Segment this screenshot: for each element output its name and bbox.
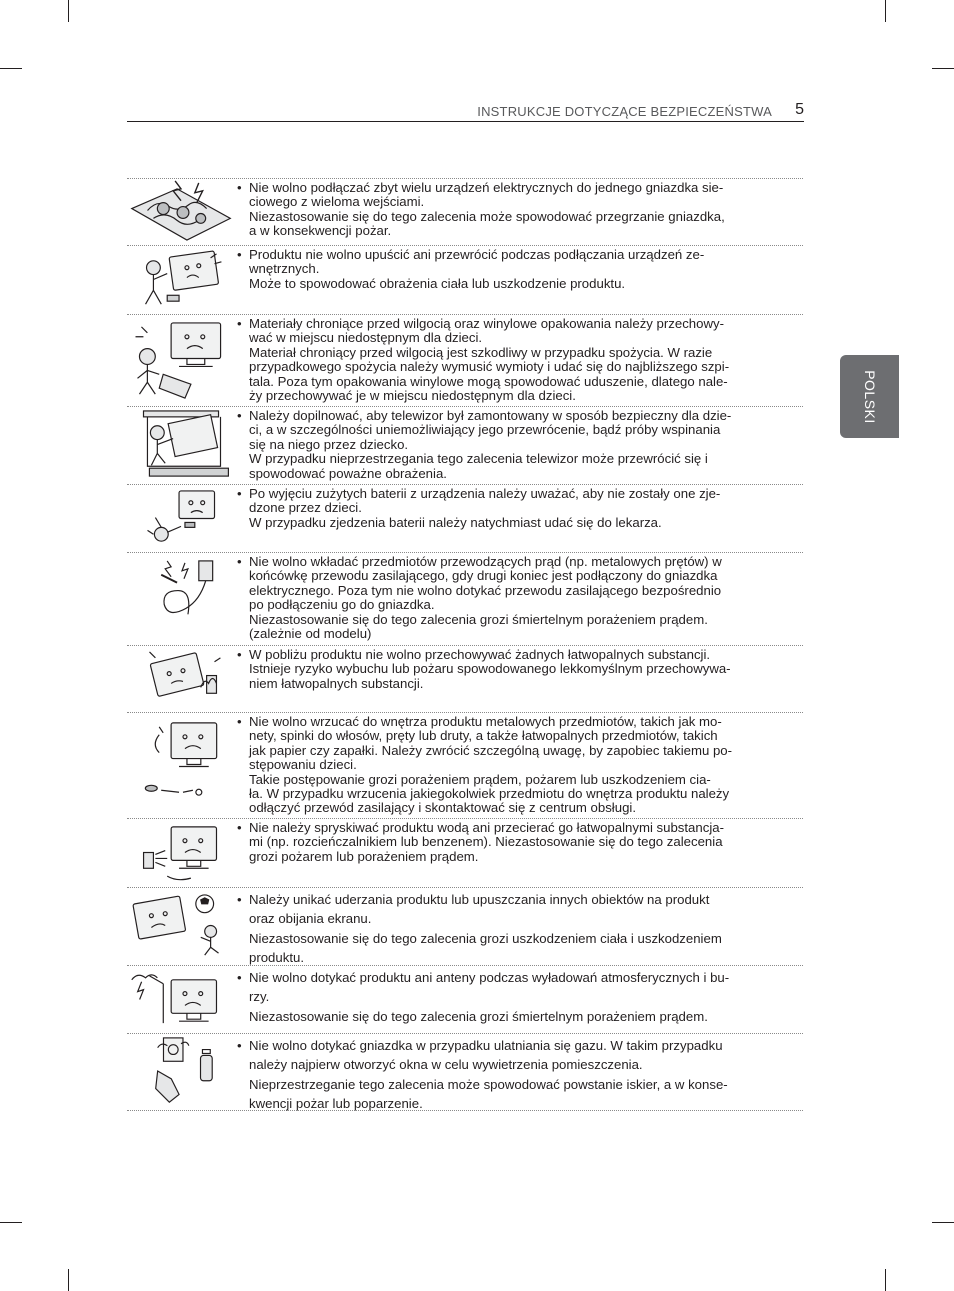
crop-mark	[885, 1269, 886, 1291]
item-text	[237, 408, 795, 481]
bullet: •	[237, 247, 242, 262]
spray-water-illustration	[127, 819, 237, 887]
crop-mark	[932, 68, 954, 69]
bullet: •	[237, 892, 242, 907]
power-cord-metal-illustration	[127, 553, 237, 645]
item-paragraph: W przypadku zjedzenia baterii należy natychmiast udać się do lekarza.	[249, 514, 662, 530]
item-paragraph: Niezastosowanie się do tego zalecenia grozi śmiertelnym porażeniem prądem.	[249, 1008, 708, 1024]
item-text	[237, 1036, 795, 1114]
child-battery-illustration	[127, 485, 237, 552]
safety-item	[127, 712, 803, 818]
bullet: •	[237, 1038, 242, 1053]
item-text	[237, 968, 795, 1026]
item-text	[237, 554, 795, 642]
item-paragraph: Materiały chroniące przed wilgocią oraz winylowe opakowania należy przechowy- wać w miejscu niedostępnym dla dzieci.	[249, 316, 724, 346]
item-paragraph: Nie wolno wrzucać do wnętrza produktu metalowych przedmiotów, takich jak mo- nety, spinki do włosów, pręty lub druty, a także łatwopalnych przedmiotów, takich jak papier czy zapałki. Należy zwrócić szczególną uwagę, by zapobiec takiemu po- stępowaniu dzieci.	[249, 714, 733, 773]
crop-mark	[68, 1269, 69, 1291]
crop-mark	[0, 1222, 22, 1223]
bullet: •	[237, 316, 242, 331]
gas-leak-socket-illustration	[127, 1034, 237, 1110]
crop-mark	[68, 0, 69, 22]
item-text	[237, 180, 795, 239]
item-text	[237, 890, 795, 968]
safety-item	[127, 818, 803, 887]
crop-mark	[0, 68, 22, 69]
item-paragraph: Nie wolno wkładać przedmiotów przewodzących prąd (np. metalowych prętów) w końcówkę przewodu zasilającego, gdy drugi koniec jest podłączony do gniazdka elektrycznego. Poza tym nie wolno dotykać przewodu zasilającego bezpośrednio po podłączeniu go do gniazdka.	[249, 554, 722, 613]
safety-item	[127, 645, 803, 712]
safety-item	[127, 887, 803, 965]
child-packaging-illustration	[127, 315, 237, 406]
item-paragraph: Nie należy spryskiwać produktu wodą ani przecierać go łatwopalnymi substancja- mi (np. rozcieńczalnikiem lub benzenem). Niezastosowanie się do tego zalecenia grozi pożarem lub porażeniem prądem.	[249, 820, 724, 864]
item-paragraph: Nieprzestrzeganie tego zalecenia może spowodować powstanie iskier, a w konse- kwencji pożar lub poparzenie.	[249, 1076, 728, 1112]
bullet: •	[237, 820, 242, 835]
item-text	[237, 647, 795, 691]
bullet: •	[237, 486, 242, 501]
language-tab-label: POLSKI	[861, 369, 878, 424]
bullet: •	[237, 647, 242, 662]
item-paragraph: Może to spowodować obrażenia ciała lub uszkodzenie produktu.	[249, 275, 626, 291]
safety-item	[127, 484, 803, 552]
item-paragraph: W przypadku nieprzestrzegania tego zalecenia telewizor może przewrócić się i spowodować poważne obrażenia.	[249, 451, 708, 481]
item-paragraph: Niezastosowanie się do tego zalecenia grozi uszkodzeniem ciała i uszkodzeniem produktu.	[249, 930, 722, 966]
crop-mark	[932, 1222, 954, 1223]
bullet: •	[237, 554, 242, 569]
item-paragraph: Produktu nie wolno upuścić ani przewrócić podczas podłączania urządzeń ze- wnętrznych.	[249, 247, 705, 277]
safety-item	[127, 245, 803, 314]
ball-impact-illustration	[127, 888, 237, 965]
item-paragraph: Nie wolno dotykać gniazdka w przypadku ulatniania się gazu. W takim przypadku należy najpierw otworzyć okna w celu wywietrzenia pomieszczenia.	[249, 1038, 723, 1073]
bullet: •	[237, 970, 242, 985]
crop-mark	[885, 0, 886, 22]
language-tab	[840, 355, 899, 438]
child-climbing-tv-illustration	[127, 407, 237, 484]
page-number: 5	[795, 101, 804, 118]
item-paragraph: Należy dopilnować, aby telewizor był zamontowany w sposób bezpieczny dla dzie- ci, a w szczególności uniemożliwiający jego przewrócenie, bądź próby wspinania się na niego przez dziecko.	[249, 408, 732, 452]
item-paragraph: W pobliżu produktu nie wolno przechowywać żadnych łatwopalnych substancji.	[249, 647, 711, 662]
item-paragraph: Nie wolno podłączać zbyt wielu urządzeń elektrycznych do jednego gniazdka sie- ciowego z wieloma wejściami.	[249, 180, 724, 210]
item-paragraph: Nie wolno dotykać produktu ani anteny podczas wyładowań atmosferycznych i bu- rzy.	[249, 970, 730, 1005]
safety-item	[127, 965, 803, 1033]
lightning-storm-illustration	[127, 966, 237, 1033]
dropping-tv-illustration	[127, 246, 237, 314]
bullet: •	[237, 714, 242, 729]
item-text	[237, 247, 795, 291]
item-paragraph: Istnieje ryzyko wybuchu lub pożaru spowodowanego lekkomyślnym przechowywa- niem łatwopalnych substancji.	[249, 661, 731, 691]
safety-item	[127, 552, 803, 645]
safety-item	[127, 314, 803, 406]
bullet: •	[237, 408, 242, 423]
item-paragraph: Należy unikać uderzania produktu lub upuszczania innych obiektów na produkt oraz obijania ekranu.	[249, 892, 710, 927]
item-paragraph: Niezastosowanie się do tego zalecenia grozi śmiertelnym porażeniem prądem. (zależnie od modelu)	[249, 611, 708, 642]
item-paragraph: Materiał chroniący przed wilgocią jest szkodliwy w przypadku spożycia. W razie przypadkowego spożycia należy wymusić wymioty i udać się do najbliższego szpi- tala. Poza tym opakowania winylowe mogą spowodować uduszenie, dlatego nale- ży przechowywać je w miejscu niedostępnym dla dzieci.	[249, 344, 730, 404]
flammable-substances-illustration	[127, 646, 237, 712]
safety-item	[127, 1033, 803, 1111]
metal-objects-illustration	[127, 713, 237, 818]
safety-item	[127, 178, 803, 245]
page-header	[127, 100, 804, 122]
item-text	[237, 820, 795, 864]
safety-item	[127, 406, 803, 484]
item-text	[237, 486, 795, 530]
overloaded-socket-illustration	[127, 179, 237, 245]
section-title: INSTRUKCJE DOTYCZĄCE BEZPIECZEŃSTWA	[477, 104, 772, 119]
bullet: •	[237, 180, 242, 195]
item-text	[237, 316, 795, 404]
item-paragraph: Niezastosowanie się do tego zalecenia może spowodować przegrzanie gniazdka, a w konsekwencji pożar.	[249, 208, 725, 239]
item-paragraph: Takie postępowanie grozi porażeniem prądem, pożarem lub uszkodzeniem cia- ła. W przypadku wrzucenia jakiegokolwiek przedmiotu do wnętrza produktu należy odłączyć przewód zasilający i skontaktować się z centrum obsługi.	[249, 771, 730, 816]
item-paragraph: Po wyjęciu zużytych baterii z urządzenia należy uważać, aby nie zostały one zje- dzone przez dzieci.	[249, 486, 721, 516]
item-text	[237, 714, 795, 816]
